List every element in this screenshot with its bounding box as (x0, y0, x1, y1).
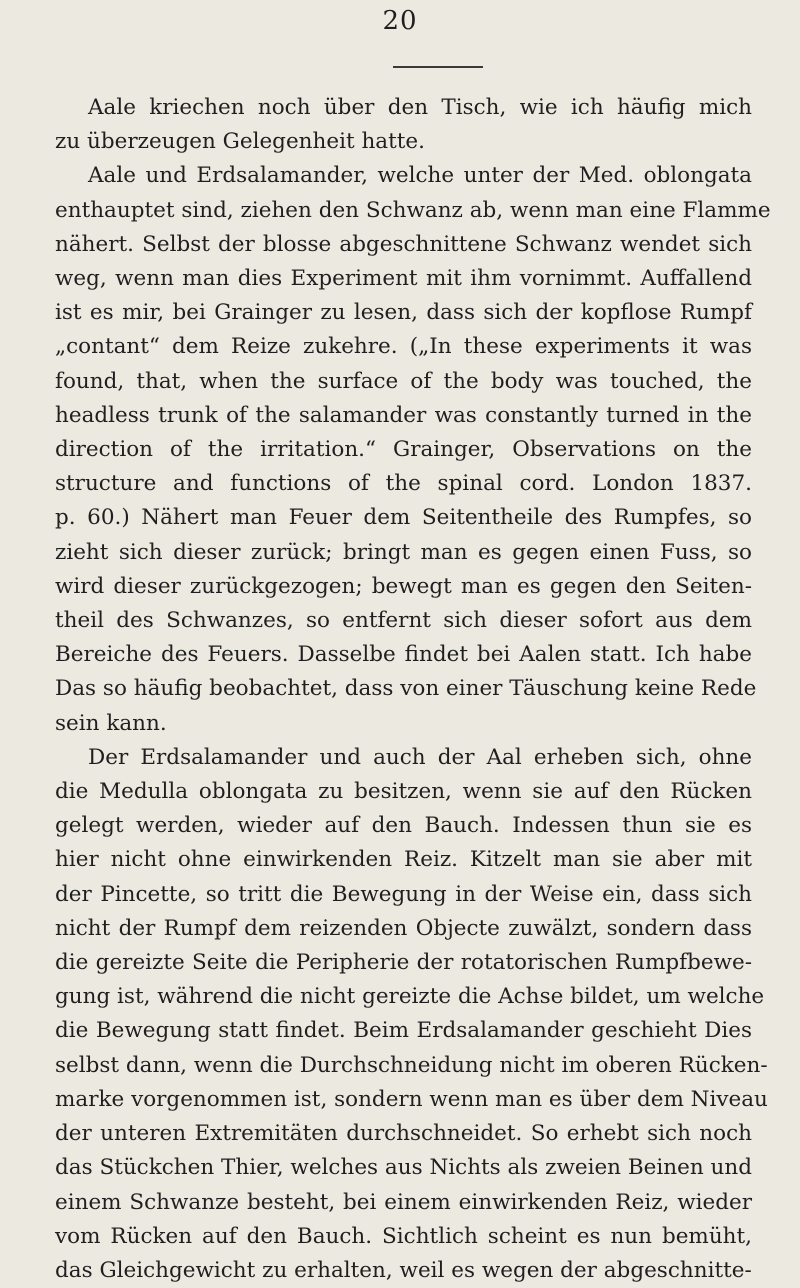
page-number: 20 (382, 6, 418, 36)
text-line: zu überzeugen Gelegenheit hatte. (55, 129, 425, 155)
body-text (55, 91, 771, 1288)
text-line: „contant“ dem Reize zukehre. („In these experiments it was (55, 334, 752, 360)
text-line: sein kann. (55, 710, 167, 736)
text-line: das Gleichgewicht zu erhalten, weil es wegen der abgeschnitte- (55, 1257, 752, 1283)
text-line: headless trunk of the salamander was constantly turned in the (55, 402, 752, 428)
text-line: die Medulla oblongata zu besitzen, wenn sie auf den Rücken (55, 779, 752, 805)
text-line: marke vorgenommen ist, sondern wenn man es über dem Niveau (55, 1086, 768, 1112)
text-line: Aale kriechen noch über den Tisch, wie ich häufig mich (88, 95, 752, 120)
text-line: p. 60.) Nähert man Feuer dem Seitentheile des Rumpfes, so (55, 505, 752, 531)
text-line: der unteren Extremitäten durchschneidet. So erhebt sich noch (55, 1121, 752, 1147)
text-line: gung ist, während die nicht gereizte die Achse bildet, um welche (55, 984, 765, 1010)
text-line: structure and functions of the spinal cord. London 1837. (55, 471, 752, 497)
page-number-rule (393, 66, 483, 68)
text-line: Das so häufig beobachtet, dass von einer Täuschung keine Rede (55, 676, 757, 702)
text-line: found, that, when the surface of the body was touched, the (55, 368, 752, 394)
text-line: nähert. Selbst der blosse abgeschnittene Schwanz wendet sich (55, 231, 752, 257)
text-line: zieht sich dieser zurück; bringt man es gegen einen Fuss, so (55, 539, 752, 565)
text-line: gelegt werden, wieder auf den Bauch. Indessen thun sie es (55, 813, 752, 839)
text-line: theil des Schwanzes, so entfernt sich dieser sofort aus dem (55, 608, 752, 634)
text-line: die gereizte Seite die Peripherie der rotatorischen Rumpfbewe- (55, 950, 752, 976)
text-line: hier nicht ohne einwirkenden Reiz. Kitzelt man sie aber mit (55, 847, 752, 873)
text-line: direction of the irritation.“ Grainger, Observations on the (55, 437, 752, 463)
text-line: weg, wenn man dies Experiment mit ihm vornimmt. Auffallend (55, 266, 752, 292)
text-line: enthauptet sind, ziehen den Schwanz ab, wenn man eine Flamme (55, 197, 771, 223)
text-line: ist es mir, bei Grainger zu lesen, dass sich der kopflose Rumpf (55, 300, 752, 326)
text-line: selbst dann, wenn die Durchschneidung nicht im oberen Rücken- (55, 1052, 768, 1078)
text-line: der Pincette, so tritt die Bewegung in der Weise ein, dass sich (55, 881, 752, 907)
text-line: das Stückchen Thier, welches aus Nichts als zweien Beinen und (55, 1155, 752, 1181)
text-line: Bereiche des Feuers. Dasselbe findet bei Aalen statt. Ich habe (55, 642, 752, 668)
text-line: nicht der Rumpf dem reizenden Objecte zuwälzt, sondern dass (55, 915, 752, 941)
text-line: vom Rücken auf den Bauch. Sichtlich scheint es nun bemüht, (55, 1223, 752, 1249)
text-line: Aale und Erdsalamander, welche unter der Med. oblongata (88, 163, 752, 189)
text-line: die Bewegung statt findet. Beim Erdsalamander geschieht Dies (55, 1018, 752, 1044)
text-line: wird dieser zurückgezogen; bewegt man es gegen den Seiten- (55, 573, 752, 599)
text-line: Der Erdsalamander und auch der Aal erheben sich, ohne (88, 744, 752, 770)
text-line: einem Schwanze besteht, bei einem einwirkenden Reiz, wieder (55, 1189, 752, 1215)
